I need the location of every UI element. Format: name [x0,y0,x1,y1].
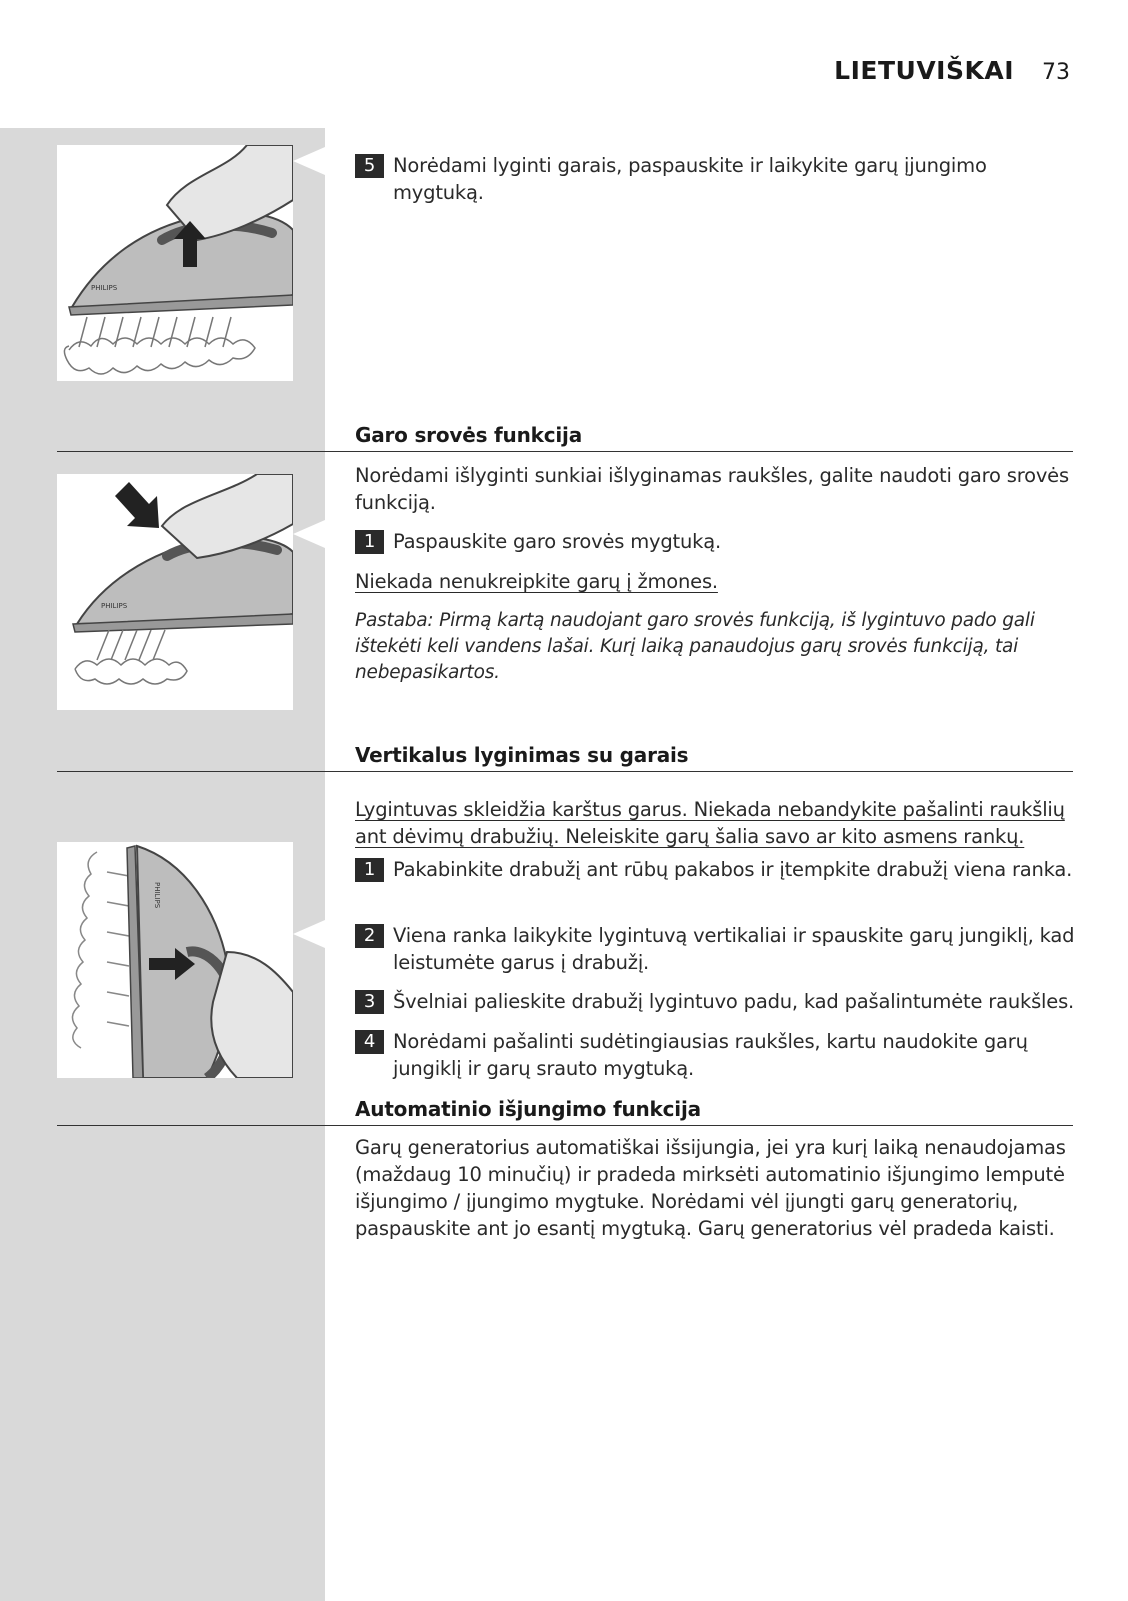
svg-text:PHILIPS: PHILIPS [91,284,118,292]
svg-text:PHILIPS: PHILIPS [153,882,161,909]
step-number: 4 [355,1030,384,1054]
step-text: Švelniai palieskite drabužį lygintuvo padu, kad pašalintumėte raukšles. [393,990,1075,1013]
page-number: 73 [1042,60,1070,85]
section-rule [57,771,1073,772]
vertical-warning: Lygintuvas skleidžia karštus garus. Niekada nebandykite pašalinti raukšlių ant dėvimų drabužių. Neleiskite garų šalia savo ar kito asmens rankų. [355,798,1065,848]
step-text: Paspauskite garo srovės mygtuką. [393,530,721,553]
iron-vertical-steam-illustration [57,842,293,1078]
svg-text:PHILIPS: PHILIPS [101,602,128,610]
section-title-steam-shot: Garo srovės funkcija [355,423,582,447]
vertical-step-1 [355,856,1075,883]
steam-shot-warning: Niekada nenukreipkite garų į žmones. [355,570,718,593]
step-text: Norėdami pašalinti sudėtingiausias raukšles, kartu naudokite garų jungiklį ir garų srauto mygtuką. [393,1030,1028,1080]
figure-pointer [293,920,325,948]
language-label: LIETUVIŠKAI [834,56,1014,85]
section-rule [57,451,1073,452]
step-number: 1 [355,858,384,882]
iron-steam-shot-illustration [57,474,293,710]
step-text: Pakabinkite drabužį ant rūbų pakabos ir įtempkite drabužį viena ranka. [393,858,1073,881]
step-number: 1 [355,530,384,554]
page-header [834,56,1070,85]
iron-steam-button-illustration [57,145,293,381]
section-title-auto-off: Automatinio išjungimo funkcija [355,1097,701,1121]
figure-pointer [293,147,325,175]
steam-shot-intro: Norėdami išlyginti sunkiai išlyginamas raukšles, galite naudoti garo srovės funkciją. [355,464,1069,514]
section-rule [57,1125,1073,1126]
section-title-vertical: Vertikalus lyginimas su garais [355,743,689,767]
steam-shot-step [355,528,1075,555]
auto-off-text: Garų generatorius automatiškai išsijungia, jei yra kurį laiką nenaudojamas (maždaug 10 minučių) ir pradeda mirksėti automatinio išjungimo lemputė išjungimo / įjungimo mygtuke. Norėdami vėl įjungti garų generatorių, paspauskite ant jo esantį mygtuką. Garų generatorius vėl pradeda kaisti. [355,1136,1066,1240]
vertical-step-3 [355,988,1075,1015]
vertical-step-4 [355,1028,1075,1082]
step-text: Norėdami lyginti garais, paspauskite ir laikykite garų įjungimo mygtuką. [393,154,987,204]
steam-step [355,152,1075,206]
step-number: 5 [355,154,384,178]
step-text: Viena ranka laikykite lygintuvą vertikaliai ir spauskite garų jungiklį, kad leistumėte garus į drabužį. [393,924,1075,974]
steam-shot-note: Pastaba: Pirmą kartą naudojant garo srovės funkciją, iš lygintuvo pado gali ištekėti keli vandens lašai. Kurį laiką panaudojus garų srovės funkciją, tai nebepasikartos. [355,610,1035,683]
step-number: 3 [355,990,384,1014]
figure-pointer [293,520,325,548]
vertical-step-2 [355,922,1075,976]
step-number: 2 [355,924,384,948]
